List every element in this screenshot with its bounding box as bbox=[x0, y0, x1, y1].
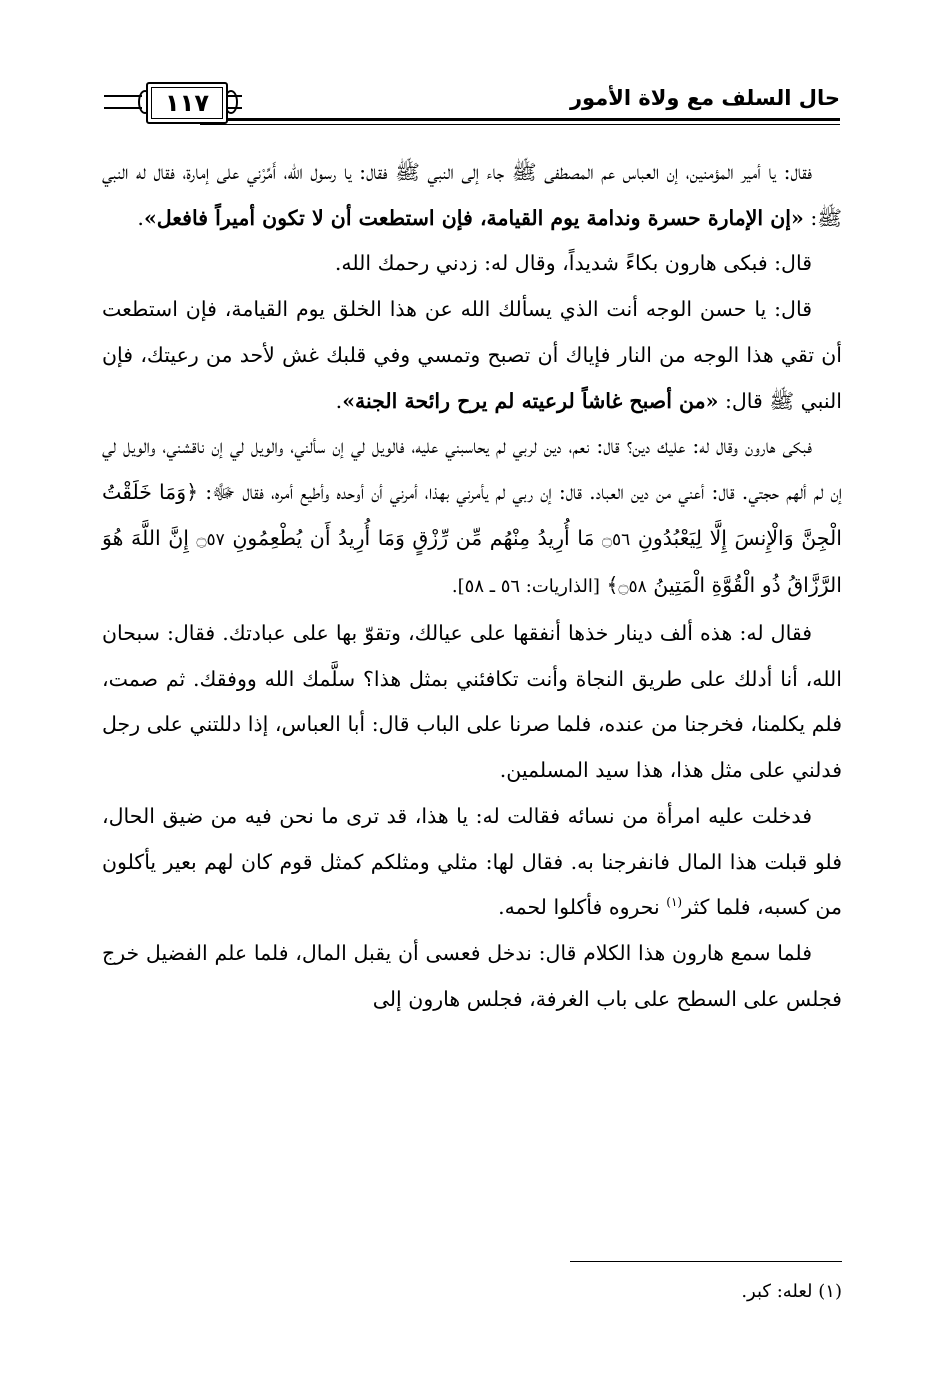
paragraph-5: فقال له: هذه ألف دينار خذها أنفقها على عيالك، وتقوّ بها على عبادتك. فقال: سبحان الله، أنا أدلك على طريق النجاة وأنت تكافئني بمثل هذا؟ سلَّمك الله ووفقك. ثم صمت، فلم يكلمنا، فخرجنا من عنده، فلما صرنا على الباب قال: أبا العباس، إذا دللتني على رجل فدلني على مثل هذا، هذا سيد المسلمين. bbox=[102, 621, 842, 783]
running-title: حال السلف مع ولاة الأمور bbox=[569, 86, 840, 110]
quran-verse-58: إِنَّ اللَّهَ هُوَ الرَّزَّاقُ ذُو الْقُوَّةِ الْمَتِينُ bbox=[102, 525, 842, 598]
hadith-quote-imarah: «إن الإمارة حسرة وندامة يوم القيامة، فإن استطعت أن لا تكون أميراً فافعل» bbox=[143, 205, 804, 230]
paragraph-3-text: قال: يا حسن الوجه أنت الذي يسألك الله عن هذا الخلق يوم القيامة، فإن استطعت أن تقي هذا الوجه من النار فإياك أن تصبح وتمسي وفي قلبك غش لأحد من رعيتك، فإن النبي ﷺ قال: bbox=[102, 297, 842, 413]
paragraph-6-text: فدخلت عليه امرأة من نسائه فقالت له: يا هذا، قد ترى ما نحن فيه من ضيق الحال، فلو قبلت هذا المال فانفرجنا به. فقال لها: مثلي ومثلكم كمثل قوم كان لهم بعير يأكلون من كسبه، فلما كثر bbox=[102, 803, 842, 920]
body-text bbox=[102, 150, 842, 1022]
header-rule-thin bbox=[200, 124, 840, 125]
header-rule-thick bbox=[200, 118, 840, 121]
ayah-marker-58: ۝٥٨ bbox=[618, 577, 647, 598]
page-number-ornament-right bbox=[228, 95, 242, 109]
quran-reference: [الذاريات: ٥٦ ـ ٥٨]. bbox=[451, 576, 600, 598]
footnote-separator bbox=[570, 1261, 842, 1262]
paragraph-4 bbox=[102, 424, 842, 611]
paragraph-1-end: . bbox=[137, 205, 144, 230]
running-header bbox=[100, 80, 840, 126]
page-number: ١١٧ bbox=[165, 89, 209, 117]
ayah-marker-56: ۝٥٦ bbox=[602, 529, 631, 550]
paragraph-2: قال: فبكى هارون بكاءً شديداً، وقال له: زدني رحمك الله. bbox=[334, 251, 812, 276]
paragraph-3-end: . bbox=[335, 388, 343, 413]
page-number-ornament-left bbox=[104, 95, 142, 109]
paragraph-6 bbox=[102, 794, 842, 931]
footnote-1: (١) لعله: كبر. bbox=[741, 1281, 842, 1302]
page-number-frame bbox=[146, 82, 228, 124]
footnote-ref-1: (١) bbox=[666, 895, 683, 910]
hadith-quote-raiyah: «من أصبح غاشاً لرعيته لم يرح رائحة الجنة» bbox=[342, 388, 719, 413]
paragraph-4-text: فبكى هارون وقال له: عليك دين؟ قال: نعم، دين لربي لم يحاسبني عليه، فالويل لي إن سألني، والويل لي إن ناقشني، والويل لي إن لم ألهم حجتي. قال: أعني من دين العباد. قال: إن ربي لم يأمرني بهذا، أمرني أن أوحده وأطيع أمره، فقال ﷻ: bbox=[102, 434, 842, 504]
paragraph-3 bbox=[102, 287, 842, 424]
paragraph-7: فلما سمع هارون هذا الكلام قال: ندخل فعسى أن يقبل المال، فلما علم الفضيل خرج فجلس على السطح على باب الغرفة، فجلس هارون إلى bbox=[102, 940, 842, 1011]
paragraph-6-end: نحروه فأكلوا لحمه. bbox=[498, 895, 667, 920]
quran-close-bracket: ﴾ bbox=[606, 573, 619, 598]
paragraph-1 bbox=[102, 150, 842, 241]
quran-verse-56: ﴿وَمَا خَلَقْتُ الْجِنَّ وَالْإِنسَ إِلَّا لِيَعْبُدُونِ bbox=[102, 479, 842, 550]
quran-verse-57: مَا أُرِيدُ مِنْهُم مِّن رِّزْقٍ وَمَا أُرِيدُ أَن يُطْعِمُونِ bbox=[232, 525, 595, 550]
ayah-marker-57: ۝٥٧ bbox=[196, 529, 225, 550]
paragraph-1-text: فقال: يا أمير المؤمنين، إن العباس عم المصطفى ﷺ جاء إلى النبي ﷺ فقال: يا رسول الله، أَمِّرْني على إمارة، فقال له النبي ﷺ: bbox=[102, 160, 842, 230]
